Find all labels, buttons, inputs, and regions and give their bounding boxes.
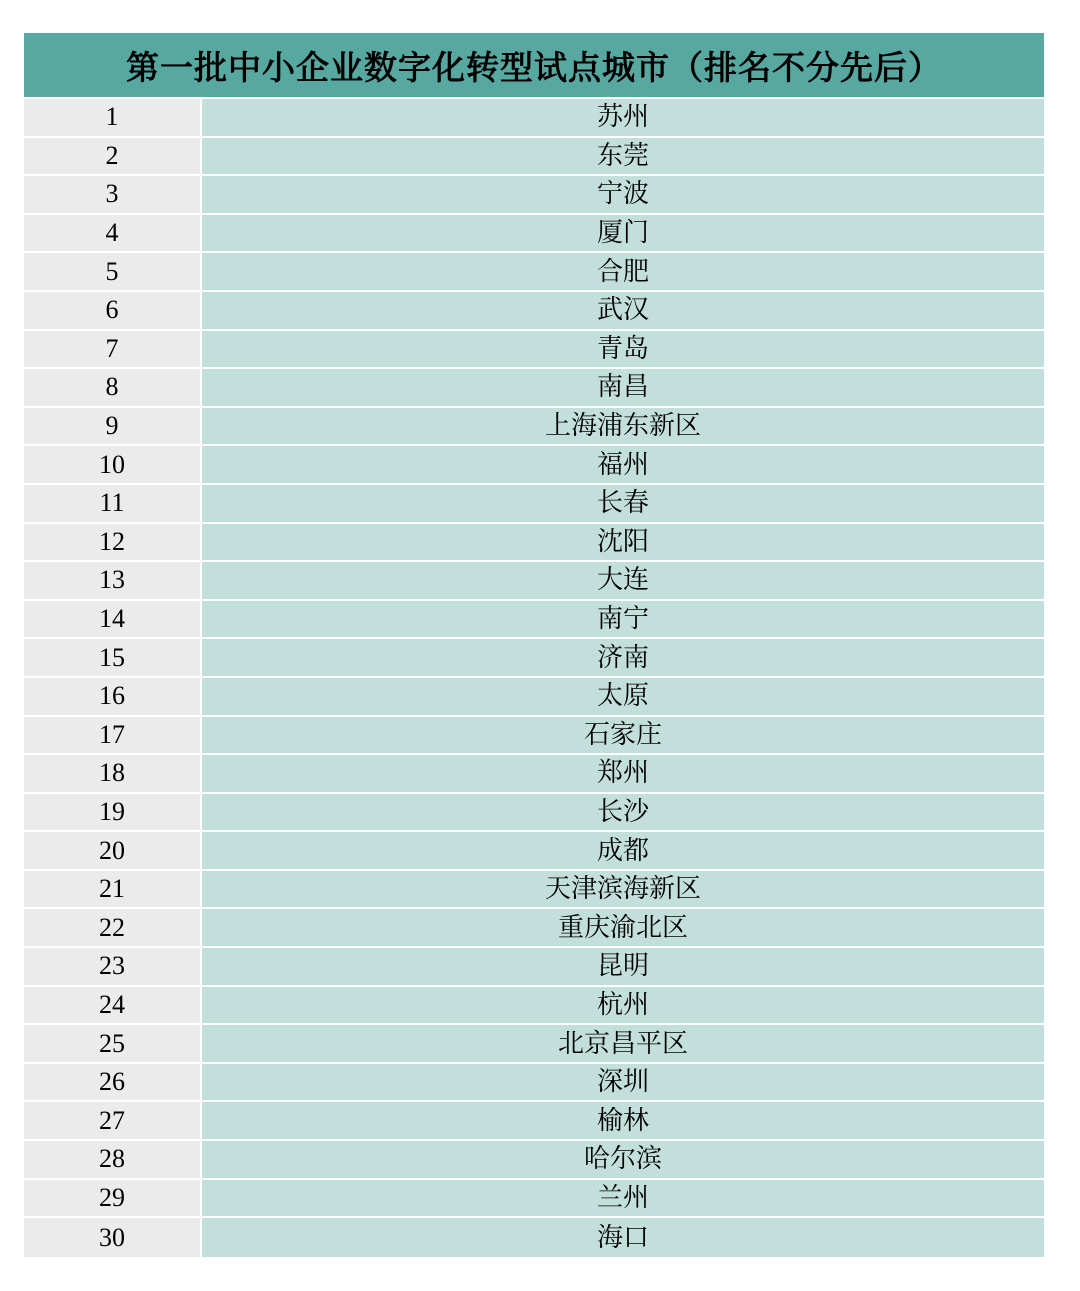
table-row bbox=[24, 253, 1044, 292]
city-cell: 成都 bbox=[202, 832, 1044, 869]
city-cell: 长沙 bbox=[202, 794, 1044, 831]
city-cell: 北京昌平区 bbox=[202, 1025, 1044, 1062]
city-cell: 大连 bbox=[202, 562, 1044, 599]
rank-cell: 15 bbox=[24, 639, 202, 676]
table-row bbox=[24, 1141, 1044, 1180]
table-row bbox=[24, 948, 1044, 987]
table-row bbox=[24, 408, 1044, 447]
rank-cell: 2 bbox=[24, 138, 202, 175]
rank-cell: 3 bbox=[24, 176, 202, 213]
rank-cell: 30 bbox=[24, 1218, 202, 1257]
rank-cell: 12 bbox=[24, 524, 202, 561]
table-row bbox=[24, 871, 1044, 910]
city-cell: 昆明 bbox=[202, 948, 1044, 985]
rank-cell: 27 bbox=[24, 1102, 202, 1139]
table-row bbox=[24, 987, 1044, 1026]
city-cell: 天津滨海新区 bbox=[202, 871, 1044, 908]
city-cell: 合肥 bbox=[202, 253, 1044, 290]
city-cell: 南宁 bbox=[202, 601, 1044, 638]
city-cell: 济南 bbox=[202, 639, 1044, 676]
table-body bbox=[24, 99, 1044, 1257]
rank-cell: 11 bbox=[24, 485, 202, 522]
table-row bbox=[24, 331, 1044, 370]
table-row bbox=[24, 485, 1044, 524]
table-row bbox=[24, 1218, 1044, 1257]
rank-cell: 13 bbox=[24, 562, 202, 599]
pilot-cities-table bbox=[24, 33, 1044, 1257]
city-cell: 杭州 bbox=[202, 987, 1044, 1024]
city-cell: 福州 bbox=[202, 446, 1044, 483]
rank-cell: 25 bbox=[24, 1025, 202, 1062]
table-row bbox=[24, 292, 1044, 331]
city-cell: 青岛 bbox=[202, 331, 1044, 368]
city-cell: 石家庄 bbox=[202, 717, 1044, 754]
rank-cell: 22 bbox=[24, 909, 202, 946]
city-cell: 兰州 bbox=[202, 1180, 1044, 1217]
table-row bbox=[24, 832, 1044, 871]
city-cell: 郑州 bbox=[202, 755, 1044, 792]
rank-cell: 1 bbox=[24, 99, 202, 136]
rank-cell: 20 bbox=[24, 832, 202, 869]
rank-cell: 4 bbox=[24, 215, 202, 252]
table-title: 第一批中小企业数字化转型试点城市（排名不分先后） bbox=[24, 33, 1044, 99]
rank-cell: 17 bbox=[24, 717, 202, 754]
rank-cell: 10 bbox=[24, 446, 202, 483]
table-row bbox=[24, 138, 1044, 177]
city-cell: 哈尔滨 bbox=[202, 1141, 1044, 1178]
table-row bbox=[24, 909, 1044, 948]
city-cell: 海口 bbox=[202, 1218, 1044, 1257]
table-row bbox=[24, 601, 1044, 640]
rank-cell: 5 bbox=[24, 253, 202, 290]
city-cell: 重庆渝北区 bbox=[202, 909, 1044, 946]
city-cell: 苏州 bbox=[202, 99, 1044, 136]
table-row bbox=[24, 717, 1044, 756]
table-row bbox=[24, 524, 1044, 563]
city-cell: 榆林 bbox=[202, 1102, 1044, 1139]
table-row bbox=[24, 639, 1044, 678]
city-cell: 宁波 bbox=[202, 176, 1044, 213]
table-row bbox=[24, 446, 1044, 485]
rank-cell: 19 bbox=[24, 794, 202, 831]
table-row bbox=[24, 99, 1044, 138]
table-row bbox=[24, 755, 1044, 794]
rank-cell: 8 bbox=[24, 369, 202, 406]
city-cell: 太原 bbox=[202, 678, 1044, 715]
table-row bbox=[24, 1180, 1044, 1219]
table-row bbox=[24, 1064, 1044, 1103]
table-row bbox=[24, 215, 1044, 254]
rank-cell: 21 bbox=[24, 871, 202, 908]
rank-cell: 29 bbox=[24, 1180, 202, 1217]
rank-cell: 26 bbox=[24, 1064, 202, 1101]
city-cell: 厦门 bbox=[202, 215, 1044, 252]
table-row bbox=[24, 562, 1044, 601]
city-cell: 长春 bbox=[202, 485, 1044, 522]
rank-cell: 7 bbox=[24, 331, 202, 368]
rank-cell: 23 bbox=[24, 948, 202, 985]
table-row bbox=[24, 1025, 1044, 1064]
city-cell: 武汉 bbox=[202, 292, 1044, 329]
rank-cell: 9 bbox=[24, 408, 202, 445]
rank-cell: 16 bbox=[24, 678, 202, 715]
city-cell: 东莞 bbox=[202, 138, 1044, 175]
city-cell: 上海浦东新区 bbox=[202, 408, 1044, 445]
table-row bbox=[24, 369, 1044, 408]
rank-cell: 6 bbox=[24, 292, 202, 329]
city-cell: 深圳 bbox=[202, 1064, 1044, 1101]
table-row bbox=[24, 678, 1044, 717]
rank-cell: 14 bbox=[24, 601, 202, 638]
city-cell: 沈阳 bbox=[202, 524, 1044, 561]
city-cell: 南昌 bbox=[202, 369, 1044, 406]
rank-cell: 18 bbox=[24, 755, 202, 792]
table-row bbox=[24, 794, 1044, 833]
rank-cell: 24 bbox=[24, 987, 202, 1024]
table-row bbox=[24, 176, 1044, 215]
table-row bbox=[24, 1102, 1044, 1141]
rank-cell: 28 bbox=[24, 1141, 202, 1178]
